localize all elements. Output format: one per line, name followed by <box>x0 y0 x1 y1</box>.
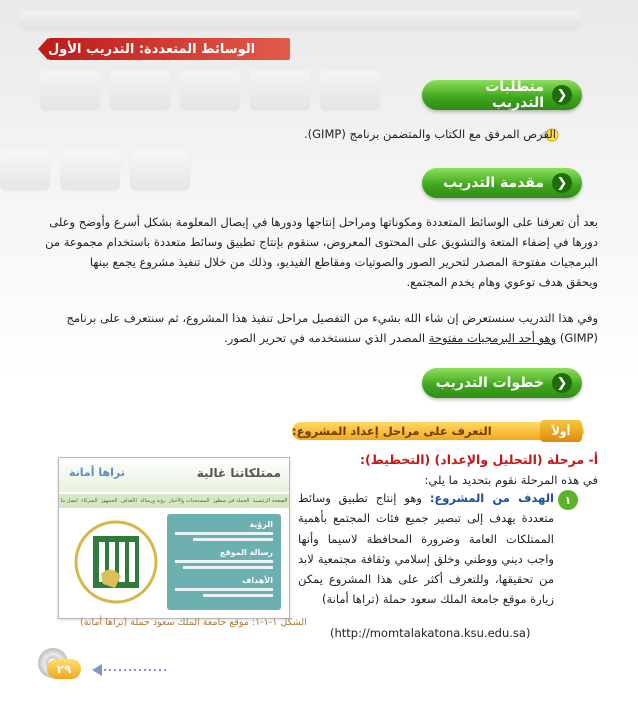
text-line <box>38 328 598 348</box>
site-brand: تراها أمانة <box>69 466 125 479</box>
text-placeholder-line <box>175 588 273 591</box>
section-intro-title: مقدمة التدريب <box>443 175 544 191</box>
keyboard-key <box>180 70 240 110</box>
chevron-left-icon: ❮ <box>552 173 572 193</box>
goal-label: الهدف من المشروع: <box>429 491 554 505</box>
text-line: بعد أن تعرفنا على الوسائط المتعددة ومكوناتها ومراحل إنتاجها ودورها في إيصال المعلومة بشكل أسرع وأوضح وعلى <box>49 215 598 229</box>
keyboard-key <box>60 150 120 190</box>
intro-paragraph-1 <box>38 212 598 292</box>
chevron-left-icon: ❮ <box>552 373 572 393</box>
keyboard-key <box>130 150 190 190</box>
project-url: (http://momtalakatona.ksu.edu.sa) <box>330 626 531 640</box>
text-fragment: (GIMP) <box>556 331 598 345</box>
site-nav <box>59 494 289 508</box>
site-nav-item: الأهداف <box>120 498 137 504</box>
site-content-panel <box>167 514 281 610</box>
site-title: ممتلكاتنا غالية <box>196 466 281 480</box>
site-nav-item: الصفحة الرئيسية <box>252 498 288 504</box>
first-step-title: التعرف على مراحل إعداد المشروع: <box>292 424 492 438</box>
keyboard-row <box>20 10 580 30</box>
text-line: دورها في إضفاء المتعة والتشويق على المحتوى المعروض، سنقوم بإنتاج تطبيق وسائط متعددة باستخدام مجموعة من <box>45 235 598 249</box>
keyboard-key <box>40 70 100 110</box>
section-requirements-title: متطلبات التدريب <box>485 79 544 111</box>
keyboard-key <box>110 70 170 110</box>
phase-intro: في هذه المرحلة نقوم بتحديد ما يلي: <box>424 473 598 487</box>
site-nav-item: الحملة في سطور <box>212 498 250 504</box>
section-steps <box>422 368 582 398</box>
text-placeholder-line <box>175 560 273 563</box>
site-nav-item: الجمهور <box>101 498 118 504</box>
text-line: ويحقق هدف توعوي وهام يخدم المجتمع. <box>406 275 598 289</box>
figure-caption: الشكل ١-١-١: موقع جامعة الملك سعود حملة (تراها أمانة) <box>80 617 307 628</box>
chapter-header-title: الوسائط المتعددة: التدريب الأول <box>48 41 256 57</box>
section-intro <box>422 168 582 198</box>
site-header <box>59 458 289 492</box>
site-nav-item: رؤية ورسالة <box>140 498 166 504</box>
text-line: البرمجيات مفتوحة المصدر لتحرير الصور والصوتيات ومقاطع الفيديو، وذلك من خلال تنفيذ مشروع يجمع بينها <box>89 255 598 269</box>
goal-text: وهو إنتاج تطبيق وسائط متعددة يهدف إلى تبصير جميع فئات المجتمع بأهمية الممتلكات العامة وضرورة المحافظة لاسيما وأنها واجب ديني ووطني وخلق إسلامي وثقافة مجتمعية لابد من تحقيقها، وللتعرف أكثر على هذا المشروع يمكن زيارة موقع جامعة الملك سعود حملة (تراها أمانة) <box>298 491 554 607</box>
campaign-logo-icon <box>71 514 161 610</box>
site-nav-item: المستجدات والأخبار <box>168 498 210 504</box>
site-nav-item: الشركاء <box>81 498 98 504</box>
mission-label: رسالة الموقع <box>220 548 273 557</box>
keyboard-key <box>250 70 310 110</box>
vision-label: الرؤية <box>249 520 273 529</box>
goal-paragraph <box>298 488 554 610</box>
keyboard-key <box>0 150 50 190</box>
item-number-badge: ١ <box>558 490 578 510</box>
section-requirements <box>422 80 582 110</box>
first-badge: أولاً <box>540 420 582 442</box>
text-fragment: المصدر الذي سنستخدمه في تحرير الصور. <box>224 331 429 345</box>
intro-paragraph-2 <box>38 308 598 348</box>
text-placeholder-line <box>183 566 273 569</box>
section-steps-title: خطوات التدريب <box>435 375 544 391</box>
chapter-header <box>48 38 290 60</box>
keyboard-key <box>320 70 380 110</box>
goals-label: الأهداف <box>242 576 273 585</box>
text-placeholder-line <box>193 538 273 541</box>
requirements-item: القرص المرفق مع الكتاب والمتضمن برنامج (GIMP). <box>303 127 556 141</box>
underlined-text: وهو أحد البرمجيات مفتوحة <box>428 331 557 345</box>
site-nav-item: اتصل بنا <box>60 498 78 504</box>
figure-website-screenshot <box>58 457 290 619</box>
page-number: ٢٩ <box>47 659 81 679</box>
text-placeholder-line <box>175 532 273 535</box>
chevron-left-icon: ❮ <box>552 85 572 105</box>
phase-title: أ- مرحلة (التحليل والإعداد) (التخطيط): <box>360 452 598 467</box>
text-placeholder-line <box>203 594 273 597</box>
dotted-arrow-icon <box>92 664 166 676</box>
text-line: وفي هذا التدريب سنستعرض إن شاء الله بشيء من التفصيل مراحل تنفيذ هذا المشروع، ثم سنتعرف على برنامج <box>66 311 598 325</box>
